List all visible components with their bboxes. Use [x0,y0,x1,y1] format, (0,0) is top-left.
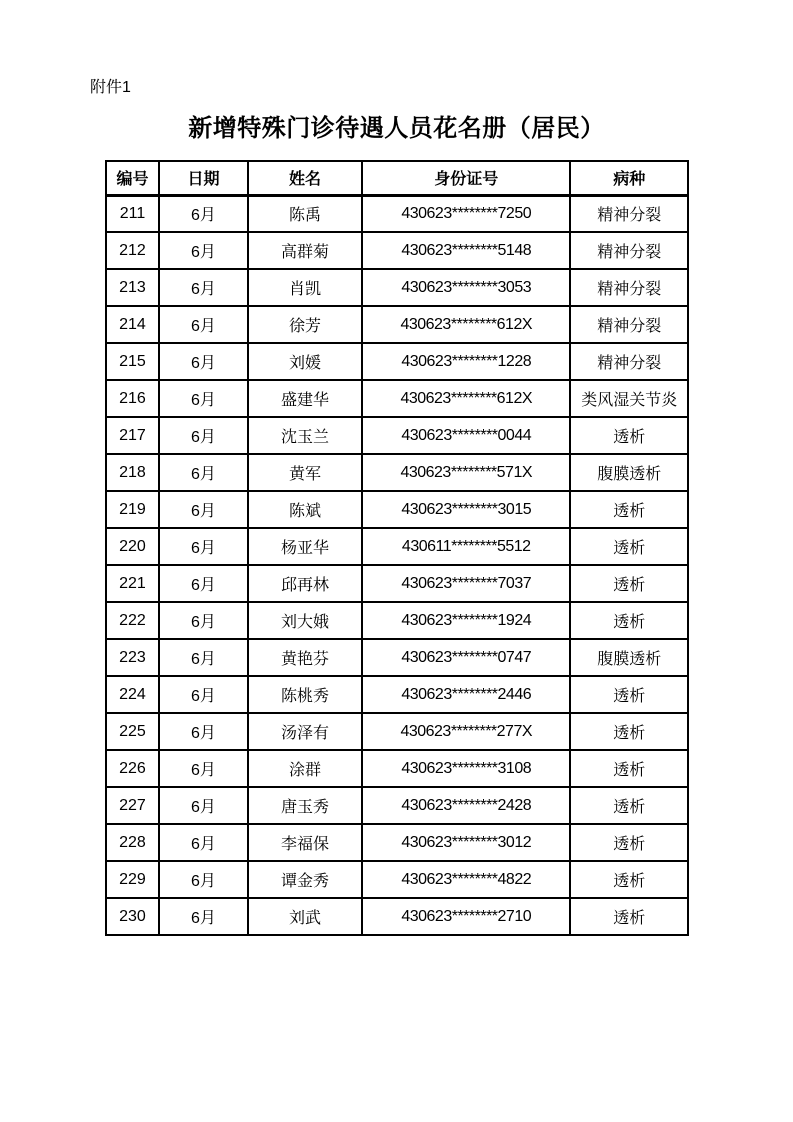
cell-id: 430623********5148 [362,232,570,269]
table-row [106,602,688,639]
cell-number: 219 [106,491,159,528]
cell-number: 221 [106,565,159,602]
cell-id: 430623********0044 [362,417,570,454]
table-row [106,787,688,824]
cell-date: 6月 [159,824,248,861]
table-row [106,861,688,898]
cell-disease: 透析 [570,491,688,528]
table-row [106,232,688,269]
cell-number: 229 [106,861,159,898]
table-row [106,898,688,935]
cell-disease: 类风湿关节炎 [570,380,688,417]
table-row [106,306,688,343]
table-row [106,195,688,232]
cell-name: 刘武 [248,898,362,935]
table-row [106,343,688,380]
cell-disease: 透析 [570,787,688,824]
cell-number: 214 [106,306,159,343]
cell-date: 6月 [159,787,248,824]
cell-disease: 精神分裂 [570,306,688,343]
cell-number: 228 [106,824,159,861]
cell-name: 沈玉兰 [248,417,362,454]
cell-disease: 腹膜透析 [570,454,688,491]
roster-table [105,160,689,936]
cell-disease: 透析 [570,417,688,454]
cell-number: 226 [106,750,159,787]
cell-date: 6月 [159,713,248,750]
cell-disease: 透析 [570,528,688,565]
cell-date: 6月 [159,306,248,343]
cell-name: 刘大娥 [248,602,362,639]
page-title: 新增特殊门诊待遇人员花名册（居民） [188,116,605,142]
cell-id: 430611********5512 [362,528,570,565]
cell-disease: 透析 [570,676,688,713]
cell-date: 6月 [159,380,248,417]
cell-name: 陈禹 [248,195,362,232]
cell-name: 陈桃秀 [248,676,362,713]
cell-date: 6月 [159,898,248,935]
table-row [106,380,688,417]
cell-number: 224 [106,676,159,713]
cell-name: 谭金秀 [248,861,362,898]
col-header-disease: 病种 [570,161,688,195]
table-row [106,676,688,713]
cell-date: 6月 [159,602,248,639]
table-row [106,639,688,676]
cell-disease: 腹膜透析 [570,639,688,676]
table-row [106,528,688,565]
cell-disease: 透析 [570,750,688,787]
cell-name: 徐芳 [248,306,362,343]
table-row [106,454,688,491]
table-row [106,269,688,306]
cell-id: 430623********4822 [362,861,570,898]
col-header-date: 日期 [159,161,248,195]
cell-name: 唐玉秀 [248,787,362,824]
cell-name: 刘媛 [248,343,362,380]
cell-name: 陈斌 [248,491,362,528]
cell-id: 430623********277X [362,713,570,750]
table-row [106,417,688,454]
cell-date: 6月 [159,454,248,491]
cell-name: 李福保 [248,824,362,861]
cell-id: 430623********612X [362,306,570,343]
cell-name: 盛建华 [248,380,362,417]
cell-number: 222 [106,602,159,639]
cell-id: 430623********571X [362,454,570,491]
roster-table-container [105,160,689,936]
cell-id: 430623********612X [362,380,570,417]
cell-number: 212 [106,232,159,269]
cell-name: 汤泽有 [248,713,362,750]
col-header-name: 姓名 [248,161,362,195]
cell-date: 6月 [159,232,248,269]
cell-disease: 透析 [570,898,688,935]
cell-date: 6月 [159,861,248,898]
cell-name: 肖凯 [248,269,362,306]
cell-date: 6月 [159,343,248,380]
cell-id: 430623********2446 [362,676,570,713]
cell-number: 223 [106,639,159,676]
cell-date: 6月 [159,676,248,713]
roster-table-header [106,161,688,195]
cell-id: 430623********3012 [362,824,570,861]
cell-number: 218 [106,454,159,491]
cell-disease: 透析 [570,602,688,639]
cell-disease: 透析 [570,713,688,750]
cell-id: 430623********3108 [362,750,570,787]
cell-date: 6月 [159,195,248,232]
table-row [106,713,688,750]
cell-name: 黄军 [248,454,362,491]
cell-number: 227 [106,787,159,824]
table-row [106,565,688,602]
cell-id: 430623********2710 [362,898,570,935]
cell-date: 6月 [159,565,248,602]
cell-disease: 精神分裂 [570,232,688,269]
cell-name: 高群菊 [248,232,362,269]
cell-date: 6月 [159,417,248,454]
cell-name: 杨亚华 [248,528,362,565]
table-row [106,750,688,787]
cell-date: 6月 [159,639,248,676]
cell-name: 邱再林 [248,565,362,602]
header-row [106,161,688,195]
cell-id: 430623********1924 [362,602,570,639]
col-header-id: 身份证号 [362,161,570,195]
table-row [106,491,688,528]
cell-number: 220 [106,528,159,565]
cell-disease: 透析 [570,565,688,602]
cell-number: 215 [106,343,159,380]
cell-id: 430623********0747 [362,639,570,676]
cell-id: 430623********7250 [362,195,570,232]
cell-date: 6月 [159,750,248,787]
cell-id: 430623********3015 [362,491,570,528]
cell-id: 430623********2428 [362,787,570,824]
cell-number: 230 [106,898,159,935]
cell-disease: 精神分裂 [570,195,688,232]
attachment-label: 附件1 [90,79,131,96]
cell-date: 6月 [159,269,248,306]
cell-name: 黄艳芬 [248,639,362,676]
cell-number: 211 [106,195,159,232]
table-row [106,824,688,861]
cell-number: 216 [106,380,159,417]
cell-id: 430623********7037 [362,565,570,602]
col-header-number: 编号 [106,161,159,195]
cell-disease: 透析 [570,824,688,861]
cell-disease: 透析 [570,861,688,898]
cell-number: 213 [106,269,159,306]
cell-id: 430623********3053 [362,269,570,306]
cell-date: 6月 [159,491,248,528]
cell-disease: 精神分裂 [570,269,688,306]
cell-date: 6月 [159,528,248,565]
cell-number: 217 [106,417,159,454]
cell-id: 430623********1228 [362,343,570,380]
cell-disease: 精神分裂 [570,343,688,380]
roster-table-body [106,195,688,935]
cell-name: 涂群 [248,750,362,787]
cell-number: 225 [106,713,159,750]
